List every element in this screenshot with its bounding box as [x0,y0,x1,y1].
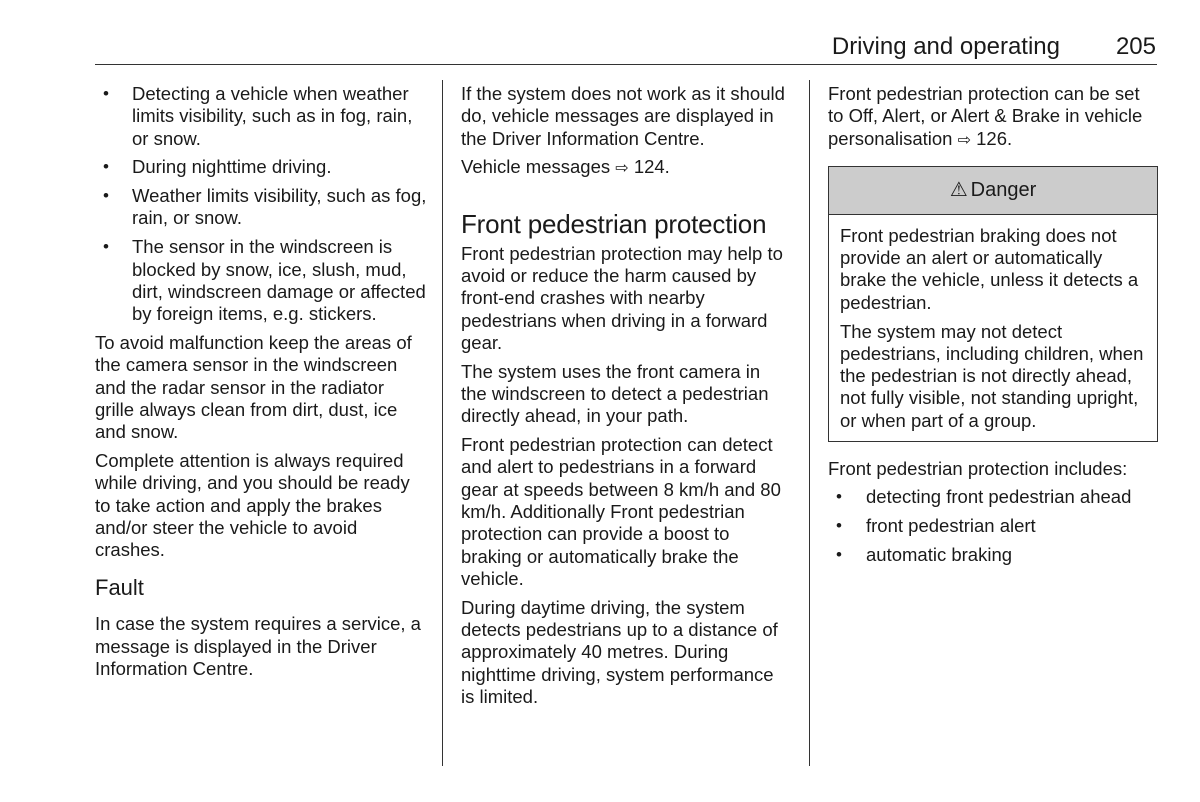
bullet-icon: • [836,544,842,564]
list-item-text: During nighttime driving. [132,156,332,178]
list-item-text: Weather limits visibility, such as fog, rain, or snow. [132,185,427,229]
danger-body [829,215,1157,441]
list-item [828,515,1158,537]
paragraph: To avoid malfunction keep the areas of the camera sensor in the windscreen and the radar sensor in the radiator grille always clean from dirt, dust, ice and snow. [95,331,412,443]
bullet-icon: • [103,186,109,206]
reference-arrow-icon: ⇨ [615,160,629,178]
bullet-icon: • [103,84,109,103]
paragraph: If the system does not work as it should do, vehicle messages are displayed in the Driver Information Centre. [461,83,785,149]
paragraph: Complete attention is always required while driving, and you should be ready to take action and apply the brakes and/or steer the vehicle to avoid crashes. [95,449,410,561]
paragraph: Front pedestrian protection may help to avoid or reduce the harm caused by front-end crashes with nearby pedestrians when driving in a forward gear. [461,242,783,353]
danger-box [828,166,1158,442]
list-item [95,156,427,178]
bullet-icon: • [103,237,109,257]
column-divider [442,80,443,766]
list-item-text: The sensor in the windscreen is blocked by snow, ice, slush, mud, dirt, windscreen damage or affected by foreign items, e.g. stickers. [132,236,426,325]
column-2 [461,83,791,715]
column-divider [809,80,810,766]
feature-list [828,486,1158,566]
list-item [95,83,427,150]
danger-title: Danger [970,179,1037,202]
list-item [828,486,1158,508]
intro-text: Front pedestrian protection can be set to Off, Alert, or Alert & Brake in vehicle personalisation [828,83,1143,149]
condition-list [95,83,427,325]
list-item-text: automatic braking [866,543,1013,565]
page-reference-link[interactable]: 124. [633,156,670,178]
paragraph: Front pedestrian braking does not provide an alert or automatically brake the vehicle, unless it detects a pedestrian. [840,224,1139,313]
paragraph: During daytime driving, the system detects pedestrians up to a distance of approximately 40 metres. During nighttime driving, system performance is limited. [461,596,778,707]
bullet-icon: • [836,487,842,507]
reference-line [461,156,791,180]
paragraph: The system uses the front camera in the windscreen to detect a pedestrian directly ahead, in your path. [461,360,769,427]
bullet-icon: • [103,157,109,177]
list-item-text: front pedestrian alert [866,515,1036,537]
list-item [828,544,1158,566]
page-number: 205 [1115,33,1156,60]
warning-icon: ⚠ [949,179,968,202]
paragraph [828,83,1158,152]
paragraph: Front pedestrian protection includes: [828,457,1128,479]
bullet-icon: • [836,516,842,536]
header-divider [95,64,1157,65]
list-item-text: Detecting a vehicle when weather limits visibility, such as in fog, rain, or snow. [132,83,413,149]
reference-text: Vehicle messages [461,156,611,178]
fault-heading: Fault [95,575,144,601]
column-1 [95,83,427,687]
paragraph: Front pedestrian protection can detect and alert to pedestrians in a forward gear at speeds between 8 km/h and 80 km/h. Additionally Front pedestrian protection can provide a boost to braking or automatically brake the vehicle. [461,434,781,589]
header-title: Driving and operating [831,33,1060,60]
list-item [95,185,427,230]
section-heading: Front pedestrian protection [461,208,767,239]
paragraph: The system may not detect pedestrians, including children, when the pedestrian is not directly ahead, not fully visible, not standing upright, or when part of a group. [840,320,1144,431]
danger-header [829,167,1157,215]
column-3 [828,83,1158,573]
reference-arrow-icon: ⇨ [957,131,971,149]
list-item-text: detecting front pedestrian ahead [866,486,1132,508]
page-reference-link[interactable]: 126. [976,127,1013,149]
paragraph: In case the system requires a service, a message is displayed in the Driver Information Centre. [95,613,421,680]
list-item [95,236,427,325]
